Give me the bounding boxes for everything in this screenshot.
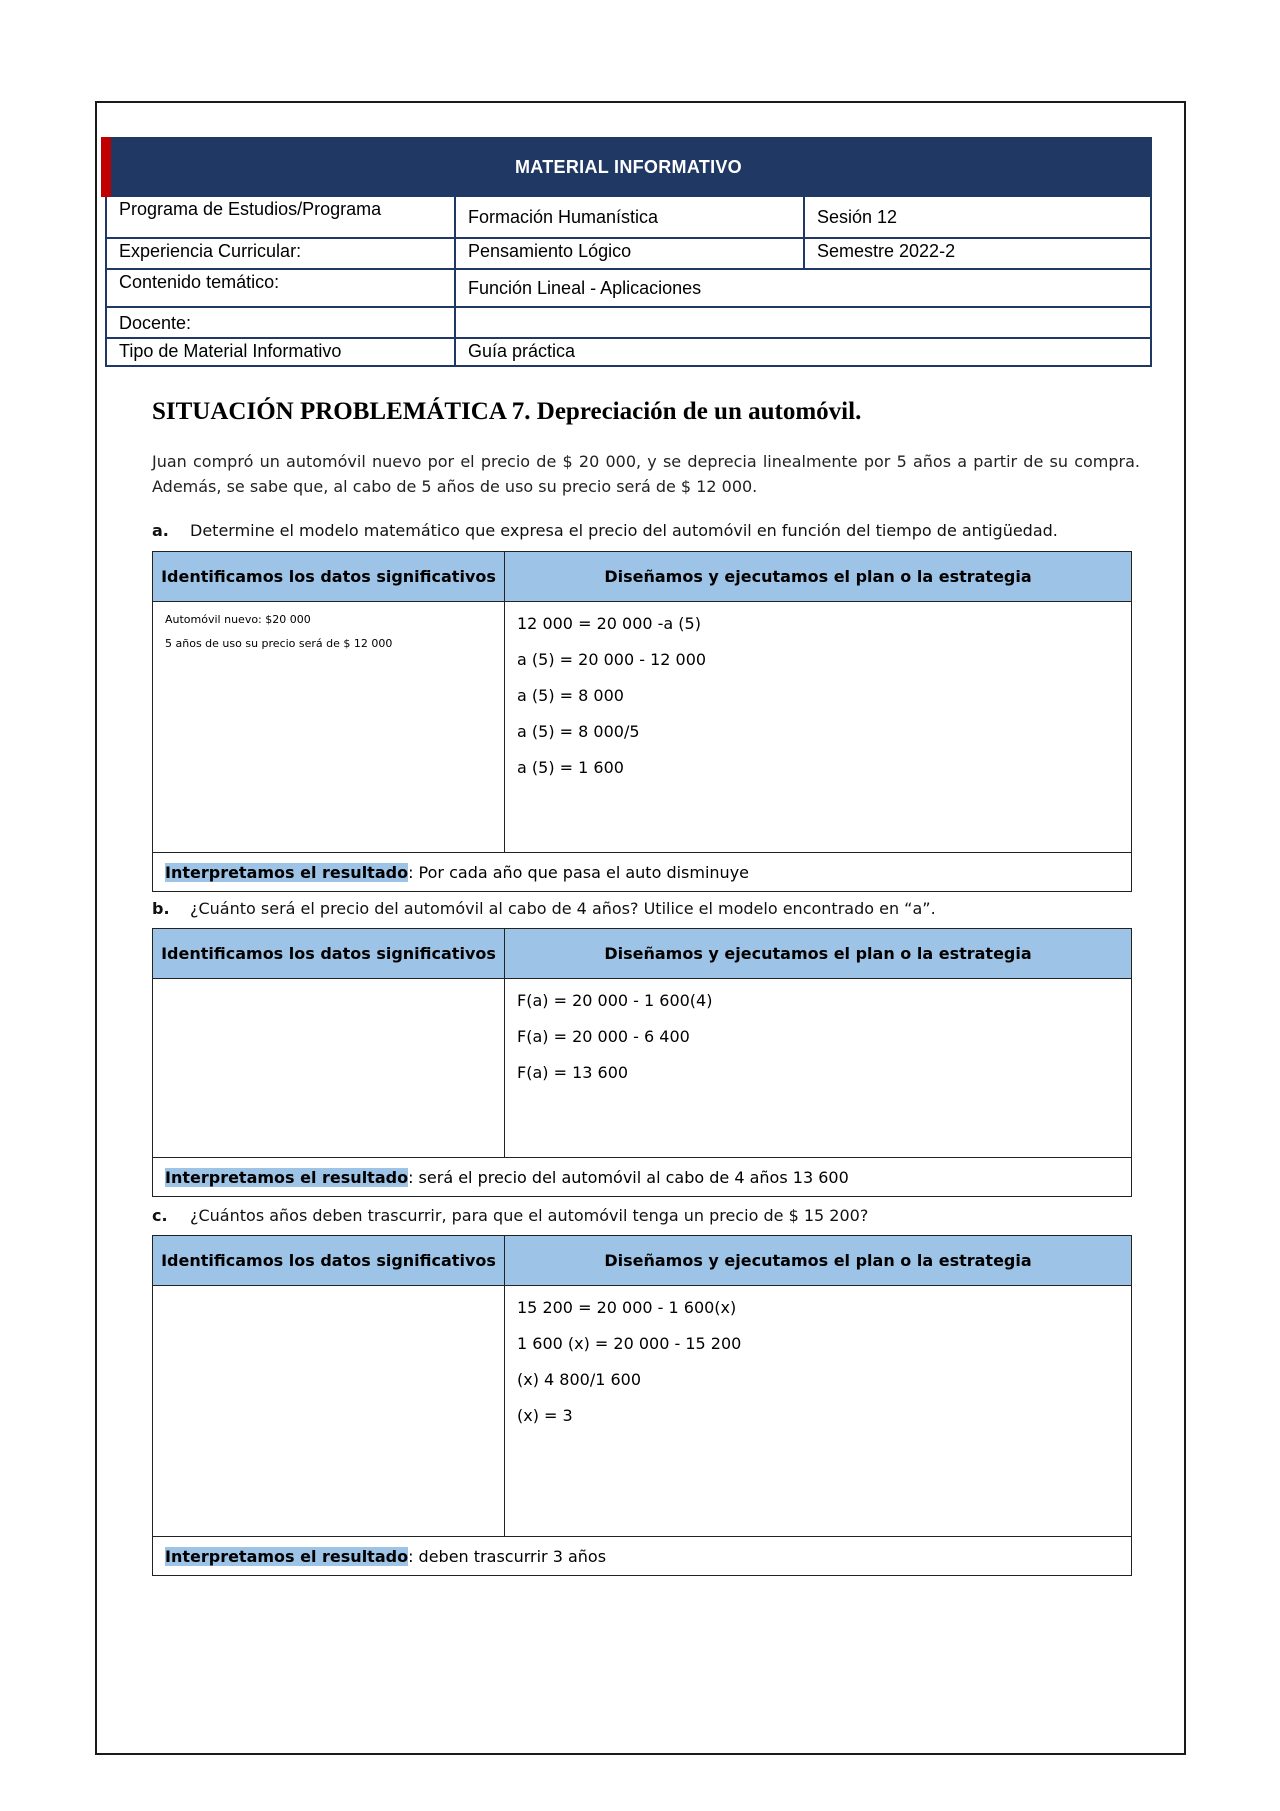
session-value: Sesión 12: [817, 207, 898, 227]
step-line: 1 600 (x) = 20 000 - 15 200: [517, 1334, 742, 1353]
result-label: Interpretamos el resultado: [165, 1546, 409, 1566]
data-line: 5 años de uso su precio será de $ 12 000: [165, 637, 393, 650]
content-value: Función Lineal - Aplicaciones: [468, 278, 702, 298]
question-text: ¿Cuánto será el precio del automóvil al cabo de 4 años? Utilice el modelo encontrado en “a”.: [190, 899, 936, 918]
step-line: F(a) = 20 000 - 6 400: [517, 1027, 690, 1046]
table-header: [153, 552, 1131, 602]
header-row-program: [105, 197, 1152, 239]
plan-cell: [505, 602, 1131, 852]
teacher-value: [456, 308, 1150, 337]
header-row-experience: [105, 239, 1152, 270]
question-c: [152, 1206, 868, 1225]
table-header: [153, 929, 1131, 979]
header-row-teacher: [105, 308, 1152, 339]
step-line: 12 000 = 20 000 -a (5): [517, 614, 701, 633]
table-body: [153, 979, 1131, 1158]
header-data: Identificamos los datos significativos: [153, 552, 505, 601]
table-header: [153, 1236, 1131, 1286]
header-plan: Diseñamos y ejecutamos el plan o la estrategia: [604, 1251, 1032, 1270]
table-body: [153, 1286, 1131, 1537]
step-line: 15 200 = 20 000 - 1 600(x): [517, 1298, 737, 1317]
step-line: a (5) = 8 000/5: [517, 722, 640, 741]
header-data: Identificamos los datos significativos: [153, 1236, 505, 1285]
plan-cell: [505, 1286, 1131, 1536]
data-cell: [153, 1286, 505, 1536]
header-data: Identificamos los datos significativos: [153, 929, 505, 978]
result-text: : será el precio del automóvil al cabo de 4 años 13 600: [408, 1167, 849, 1187]
header-title-bar: [105, 137, 1152, 197]
material-type-value: Guía práctica: [468, 341, 576, 361]
data-line: Automóvil nuevo: $20 000: [165, 613, 311, 626]
result-label: Interpretamos el resultado: [165, 862, 409, 882]
step-line: a (5) = 1 600: [517, 758, 624, 777]
header-row-material-type: [105, 339, 1152, 367]
data-cell: [153, 602, 505, 852]
table-body: [153, 602, 1131, 853]
table-a: [152, 551, 1132, 892]
data-cell: [153, 979, 505, 1157]
header-row-content: [105, 270, 1152, 308]
table-b: [152, 928, 1132, 1197]
step-line: a (5) = 8 000: [517, 686, 624, 705]
program-label: Programa de Estudios/Programa: [107, 197, 456, 237]
teacher-label: Docente:: [107, 308, 456, 337]
plan-cell: [505, 979, 1131, 1157]
result-text: : Por cada año que pasa el auto disminuye: [408, 862, 749, 882]
accent-bar: [101, 137, 111, 197]
header-title: MATERIAL INFORMATIVO: [515, 156, 742, 177]
result-row: [153, 853, 1131, 891]
question-a: [152, 521, 1058, 540]
question-text: Determine el modelo matemático que expresa el precio del automóvil en función del tiempo de antigüedad.: [190, 521, 1058, 540]
question-letter: b.: [152, 899, 170, 918]
semester-value: Semestre 2022-2: [817, 241, 956, 261]
table-c: [152, 1235, 1132, 1576]
result-text: : deben trascurrir 3 años: [408, 1546, 607, 1566]
result-row: [153, 1537, 1131, 1575]
header-plan: Diseñamos y ejecutamos el plan o la estrategia: [604, 567, 1032, 586]
question-letter: a.: [152, 521, 169, 540]
material-type-label: Tipo de Material Informativo: [107, 339, 456, 365]
question-letter: c.: [152, 1206, 168, 1225]
question-text: ¿Cuántos años deben trascurrir, para que el automóvil tenga un precio de $ 15 200?: [190, 1206, 869, 1225]
step-line: (x) = 3: [517, 1406, 573, 1425]
page-title: SITUACIÓN PROBLEMÁTICA 7. Depreciación de un automóvil.: [152, 398, 862, 425]
program-value: Formación Humanística: [456, 197, 805, 237]
experience-value: Pensamiento Lógico: [456, 239, 805, 268]
result-label: Interpretamos el resultado: [165, 1167, 409, 1187]
step-line: (x) 4 800/1 600: [517, 1370, 642, 1389]
question-b: [152, 899, 936, 918]
header-table: [105, 137, 1152, 367]
header-plan: Diseñamos y ejecutamos el plan o la estrategia: [604, 944, 1032, 963]
step-line: F(a) = 13 600: [517, 1063, 629, 1082]
experience-label: Experiencia Curricular:: [107, 239, 456, 268]
step-line: a (5) = 20 000 - 12 000: [517, 650, 707, 669]
problem-statement: Juan compró un automóvil nuevo por el precio de $ 20 000, y se deprecia linealmente por 5 años a partir de su compra. Además, se sabe que, al cabo de 5 años de uso su precio será de $ 12 000.: [152, 452, 1140, 496]
step-line: F(a) = 20 000 - 1 600(4): [517, 991, 713, 1010]
result-row: [153, 1158, 1131, 1196]
content-label: Contenido temático:: [107, 270, 456, 306]
